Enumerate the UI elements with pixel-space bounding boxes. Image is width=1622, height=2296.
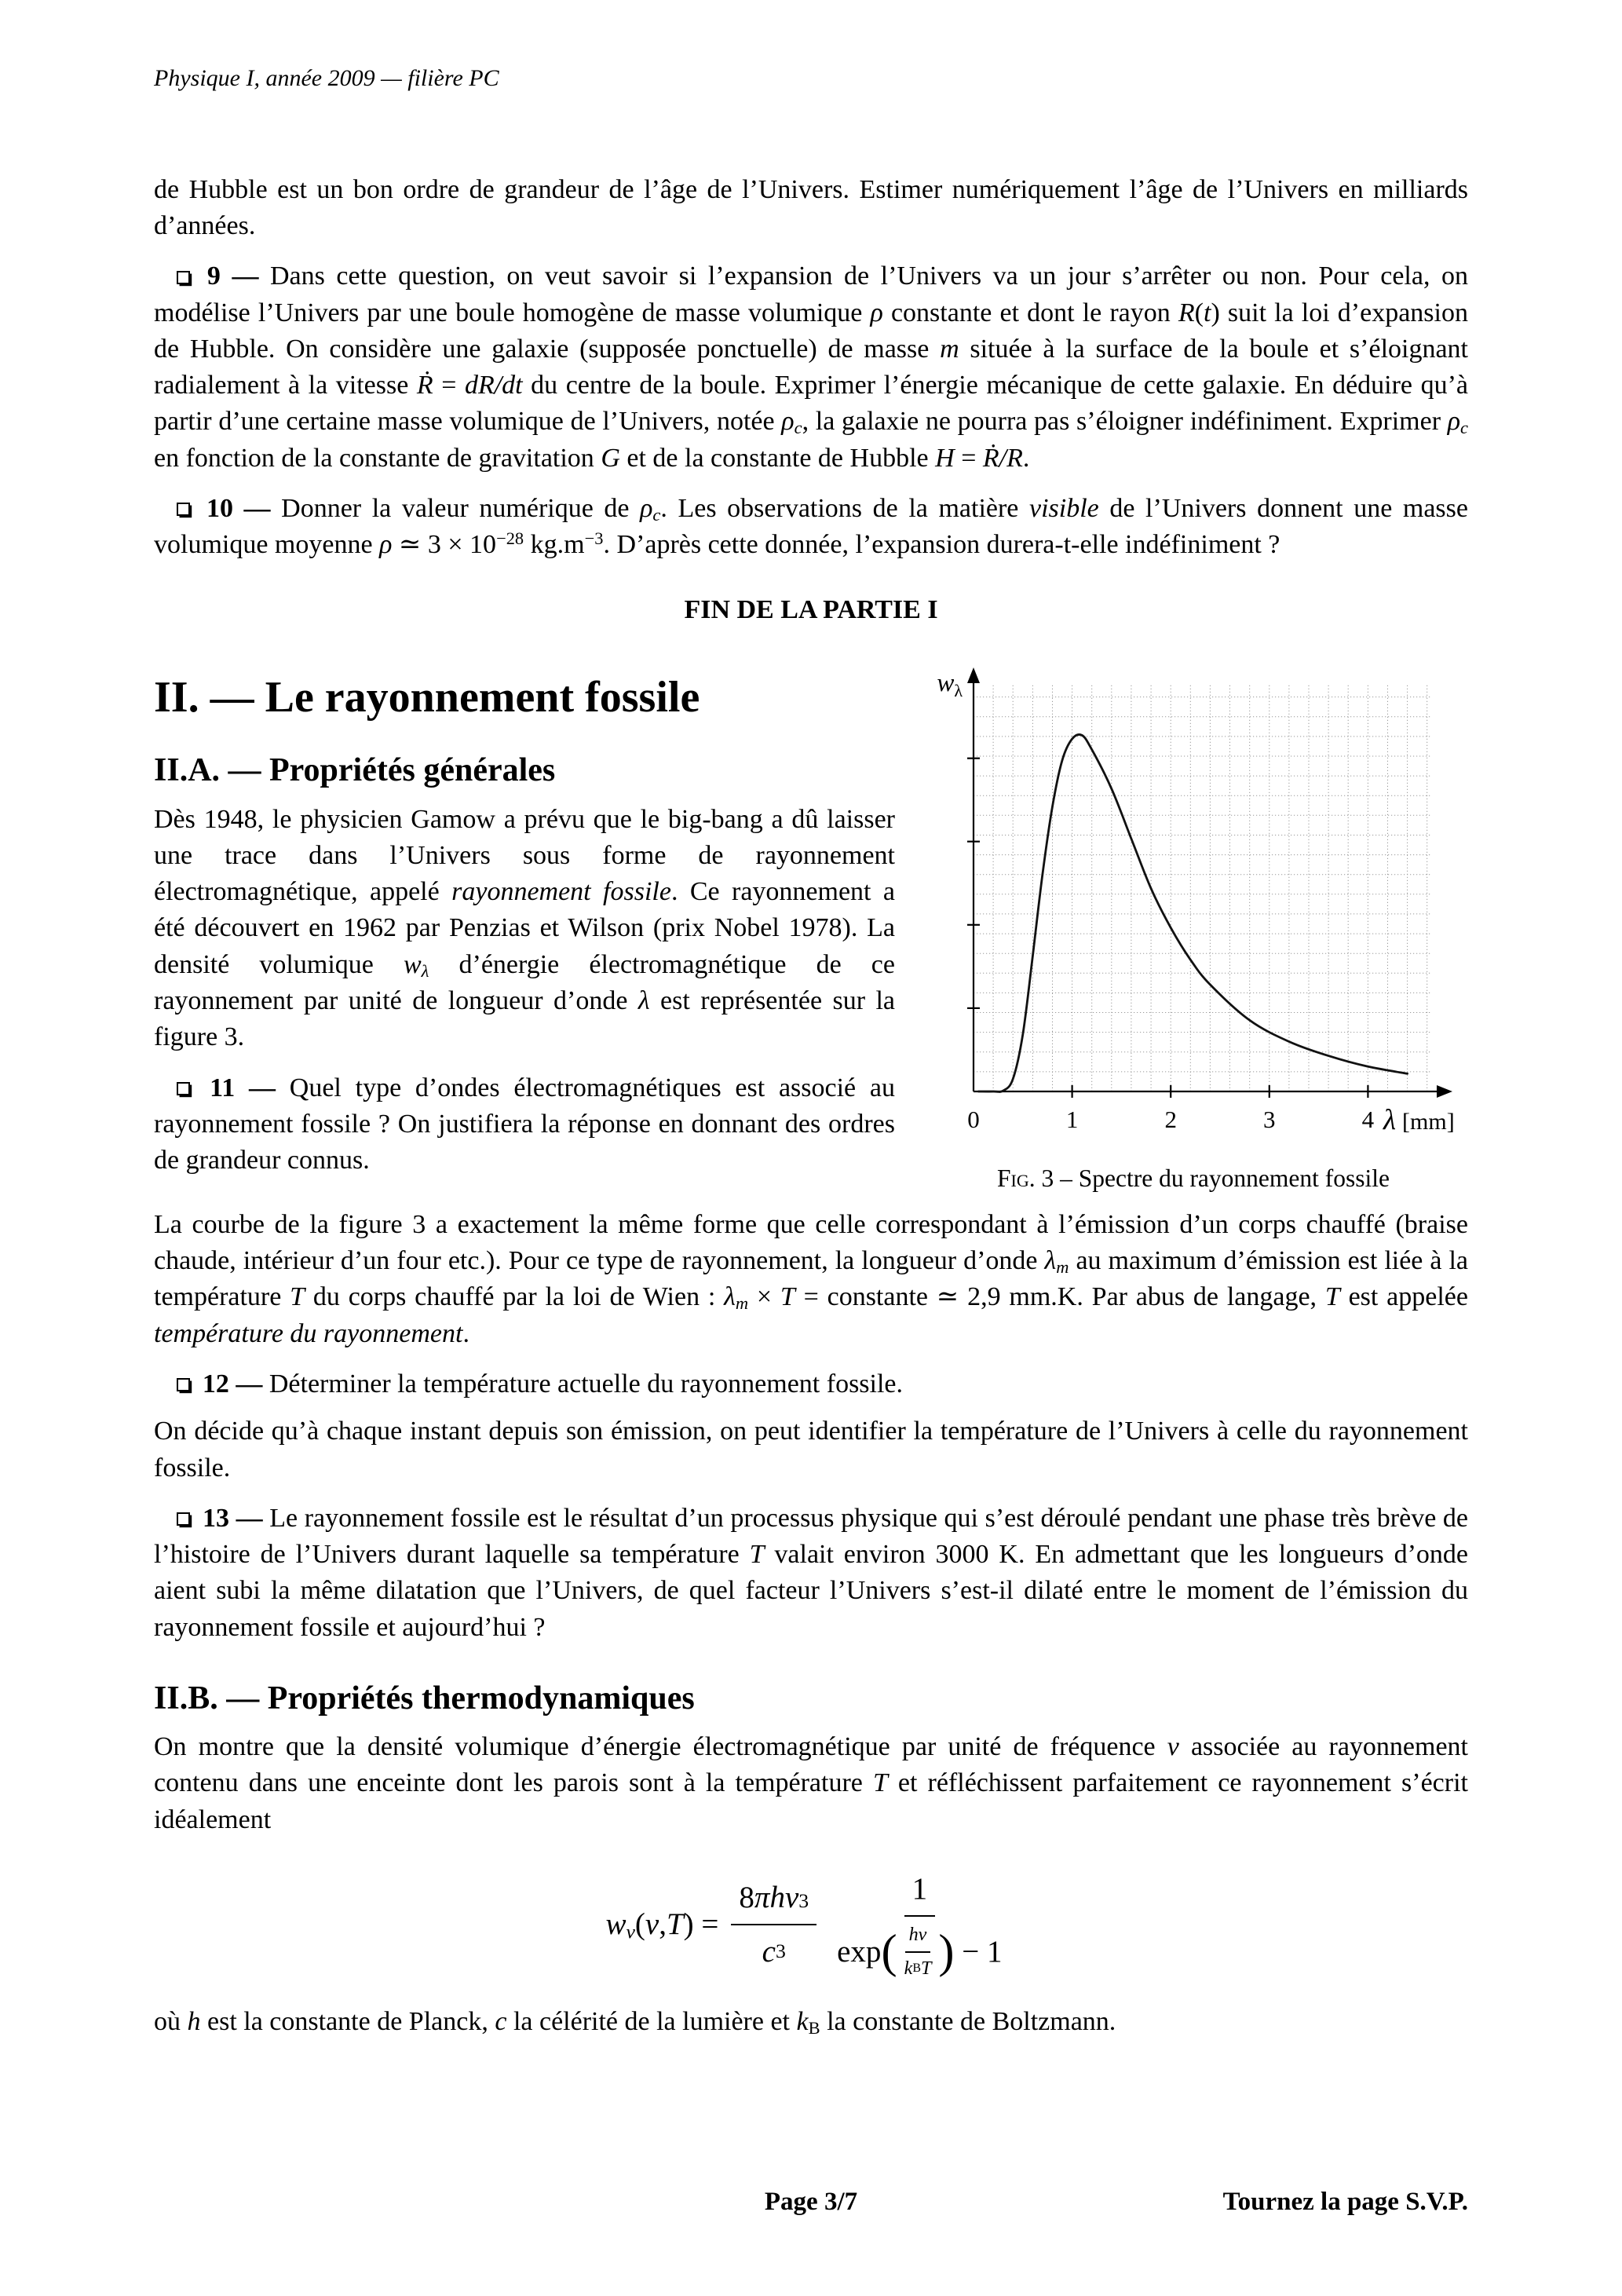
text-segment: w (403, 949, 422, 979)
text-segment: et de la constante de Hubble (619, 443, 936, 473)
text-segment: . (462, 1318, 469, 1348)
y-axis-label: $w_\lambda$ (937, 668, 963, 700)
text-segment: associée au rayonnement contenu dans une enceinte dont les parois sont à la température (154, 1732, 1468, 1798)
text-segment: − 1 (954, 1935, 1003, 1969)
text-segment: dR/dt (464, 370, 523, 400)
text-segment: du corps chauffé par la loi de Wien : (305, 1282, 725, 1312)
chart-axes (974, 682, 1438, 1091)
text-segment: Dans cette question, on veut savoir si l’expansion de l’Univers va un jour s’arrêter ou non. Pour cela, on modélise l’Univers par une boule homogène de masse volumique (154, 261, 1469, 327)
two-column-section (154, 628, 1468, 1196)
text-segment: Dès 1948, le physicien Gamow a prévu que le big-bang a dû laisser une trace dans l’Univers sous forme de rayonnement électromagnétique, appelé (154, 804, 895, 907)
text-segment: où (154, 2006, 188, 2036)
text-segment: est la constante de Planck, (200, 2006, 495, 2036)
left-text-column (154, 628, 895, 1179)
intro-paragraph (154, 172, 1468, 244)
text-segment: ) = (683, 1907, 719, 1941)
text-segment: ( (634, 1907, 645, 1941)
text-segment: T (290, 1282, 305, 1312)
text-segment: Donner la valeur numérique de (281, 493, 641, 523)
x-axis-arrow (1437, 1085, 1452, 1098)
x-axis-label: λ [mm] (1383, 1103, 1455, 1136)
figure-3-caption (997, 1162, 1390, 1196)
text-segment: −3 (584, 528, 604, 549)
text-segment: ( (1194, 298, 1204, 327)
text-segment: H (935, 443, 955, 473)
text-segment: 3 (798, 1889, 809, 1913)
text-segment: ν (784, 1881, 799, 1915)
fraction-1-denominator (754, 1925, 794, 1972)
inner-fraction-numerator (905, 1922, 931, 1953)
right-parenthesis: ) (938, 1925, 955, 1978)
text-segment: ρ (379, 530, 393, 560)
text-segment: c (762, 1935, 776, 1969)
text-segment: m (1056, 1256, 1069, 1277)
chart-grid (974, 685, 1432, 1091)
text-segment: h (187, 2006, 201, 2036)
text-segment: π (754, 1881, 770, 1915)
text-segment: en fonction de la constante de gravitation (154, 443, 601, 473)
paragraph-wien (154, 1207, 1468, 1352)
text-segment: . (1022, 443, 1030, 473)
checkbox-icon (177, 503, 190, 516)
text-segment: h (908, 1923, 919, 1945)
text-segment: du centre de la boule. Exprimer l’énergie mécanique de cette galaxie. En déduire qu’à partir d’une certaine masse volumique de l’Univers, notée (154, 370, 1468, 437)
text-segment: rayonnement fossile (451, 877, 671, 907)
text-segment: c (652, 504, 661, 525)
text-segment: λ (637, 986, 650, 1016)
text-segment: k (796, 2006, 809, 2036)
page-header: Physique I, année 2009 — filière PC (154, 65, 499, 91)
text-segment: de l’Univers donnent une masse volumique moyenne (154, 493, 1468, 560)
figure-3 (919, 628, 1468, 1196)
text-segment: , la galaxie ne pourra pas s’éloigner indéfiniment. Exprimer (802, 407, 1448, 437)
fraction-1-numerator (731, 1877, 816, 1925)
text-segment: Le rayonnement fossile est le résultat d’un processus physique qui s’est déroulé pendant une phase très brève de l’histoire de l’Univers durant laquelle sa température (154, 1503, 1469, 1570)
paragraph-planck-intro (154, 1729, 1468, 1838)
question-9 (154, 258, 1468, 477)
text-segment: ρ (870, 298, 883, 327)
text-segment: de Hubble est un bon ordre de grandeur de l’âge de l’Univers. Estimer numériquement l’âge de l’Univers en milliards d’années. (154, 174, 1468, 241)
planck-formula (154, 1868, 1468, 1982)
text-segment: t (1204, 298, 1211, 327)
fraction-2-numerator (904, 1868, 936, 1917)
exp-operator (837, 1931, 881, 1972)
text-segment: – Spectre du rayonnement fossile (1054, 1164, 1390, 1192)
text-segment: est appelée (1339, 1282, 1468, 1312)
formula-row (605, 1868, 1016, 1982)
paragraph-gamow (154, 802, 895, 1056)
text-segment: Quel type d’ondes électromagnétiques est associé au rayonnement fossile ? On justifiera la réponse en donnant des ordres de grandeur connus. (154, 1073, 895, 1175)
section-2-title: II. — Le rayonnement fossile (154, 672, 700, 722)
left-parenthesis: ( (881, 1925, 897, 1978)
text-segment: λ (421, 960, 429, 981)
text-segment: T (1324, 1282, 1340, 1312)
x-tick-label: 1 (1065, 1105, 1079, 1133)
text-segment: La courbe de la figure 3 a exactement la même forme que celle correspondant à l’émission d’un corps chauffé (braise chaude, intérieur d’un four etc.). Pour ce type de rayonnement, la longueur d’onde (154, 1209, 1468, 1276)
x-ticks (967, 1085, 1374, 1133)
text-segment: T (749, 1540, 765, 1570)
inner-fraction-denominator (901, 1953, 936, 1982)
text-segment: Ṙ (416, 370, 433, 400)
text-segment: ρ (781, 407, 795, 437)
text-segment: ν (645, 1907, 659, 1941)
paragraph-identification (154, 1413, 1468, 1486)
text-segment: = (954, 443, 983, 473)
text-segment: 13 — (195, 1503, 270, 1533)
figure-3-chart (919, 664, 1468, 1151)
x-tick-label: 3 (1263, 1105, 1276, 1133)
text-segment: exp (837, 1935, 882, 1969)
page-number: Page 3/7 (764, 2188, 858, 2216)
text-segment: la célérité de la lumière et (506, 2006, 797, 2036)
text-segment: w (605, 1907, 627, 1941)
text-segment: la constante de Boltzmann. (820, 2006, 1116, 2036)
text-segment: 10 — (195, 493, 282, 523)
text-segment: T (920, 1957, 932, 1979)
text-segment: T (780, 1282, 795, 1312)
formula-lhs (605, 1903, 718, 1947)
text-segment: 8 (739, 1881, 754, 1915)
text-segment: × (748, 1282, 780, 1312)
paragraph-constants (154, 2004, 1468, 2040)
text-segment: suit la loi d’expansion de Hubble. On considère une galaxie (supposée ponctuelle) de masse (154, 298, 1468, 364)
page-footer (154, 2184, 1468, 2221)
text-segment: λ (724, 1282, 736, 1312)
text-segment: ρ (1447, 407, 1461, 437)
text-segment: T (666, 1907, 684, 1941)
text-segment: = (433, 370, 465, 400)
formula-fraction-1 (731, 1877, 816, 1972)
text-segment: c (495, 2006, 507, 2036)
question-11 (154, 1070, 895, 1179)
checkbox-icon (177, 1512, 190, 1526)
spectrum-curve (978, 734, 1407, 1091)
text-segment: ≃ 3 × 10 (392, 530, 497, 560)
text-segment: T (872, 1768, 888, 1798)
text-segment: m (735, 1293, 749, 1314)
text-segment: −28 (496, 528, 524, 549)
text-segment: 1 (911, 1871, 928, 1906)
text-segment: k (904, 1957, 913, 1979)
text-segment: On décide qu’à chaque instant depuis son émission, on peut identifier la température de l’Univers à celle du rayonnement fossile. (154, 1417, 1468, 1483)
question-10 (154, 491, 1468, 564)
y-axis-arrow (967, 667, 980, 683)
text-segment: située à la surface de la boule et s’éloignant radialement à la vitesse (154, 334, 1468, 400)
text-segment: . D’après cette donnée, l’expansion durera-t-elle indéfiniment ? (603, 530, 1280, 560)
question-12 (154, 1366, 1468, 1402)
checkbox-icon (177, 1378, 190, 1391)
text-segment: 11 — (195, 1073, 290, 1102)
text-segment: valait environ 3000 K. En admettant que les longueurs d’onde aient subi la même dilatation que l’Univers, de quel facteur l’Univers s’est-il dilaté entre le moment de l’émission du rayonnement fossile et aujourd’hui ? (154, 1540, 1468, 1642)
text-segment: . Ce rayonnement a été découvert en 1962 par Penzias et Wilson (prix Nobel 1978). La densité volumique (154, 877, 895, 979)
text-segment: kg.m (524, 530, 585, 560)
text-segment: . Les observations de la matière (660, 493, 1029, 523)
text-segment: température du rayonnement (154, 1318, 463, 1348)
subsection-2a-title: II.A. — Propriétés générales (154, 752, 556, 789)
text-segment: G (601, 443, 620, 473)
text-segment: , (659, 1907, 667, 1941)
minus-one-term (955, 1931, 1003, 1972)
text-segment: 9 — (195, 261, 270, 291)
text-segment: au maximum d’émission est liée à la température (154, 1246, 1468, 1312)
text-segment: est représentée sur la figure 3. (154, 986, 895, 1052)
text-segment: 3 (775, 1940, 786, 1963)
text-segment: = constante ≃ 2,9 mm.K. Par abus de langage, (795, 1282, 1325, 1312)
question-13 (154, 1501, 1468, 1646)
checkbox-icon (177, 271, 190, 284)
checkbox-icon (177, 1082, 190, 1095)
text-segment: ν (1167, 1732, 1179, 1762)
end-of-part-1-label: FIN DE LA PARTIE I (684, 594, 938, 624)
text-segment: On montre que la densité volumique d’énergie électromagnétique par unité de fréquence (154, 1732, 1167, 1762)
text-segment: c (794, 418, 802, 438)
fraction-2-denominator (829, 1917, 1010, 1982)
text-segment: h (769, 1881, 785, 1915)
text-segment: ν (626, 1920, 635, 1943)
exp-expression (837, 1922, 1002, 1982)
text-segment: R (1178, 298, 1195, 327)
text-segment: λ (1044, 1246, 1057, 1276)
text-segment: m (940, 334, 959, 364)
text-segment: constante et dont le rayon (882, 298, 1178, 327)
x-tick-label: 4 (1361, 1105, 1375, 1133)
text-segment: et réfléchissent parfaitement ce rayonnement s’écrit idéalement (154, 1768, 1468, 1834)
text-segment: d’énergie électromagnétique de ce rayonnement par unité de longueur d’onde (154, 949, 895, 1016)
text-segment: B (912, 1961, 921, 1976)
x-tick-label: 0 (967, 1105, 980, 1133)
text-segment: c (1460, 418, 1468, 438)
text-segment: ρ (640, 493, 653, 523)
text-segment: 12 — (195, 1369, 269, 1399)
text-segment: visible (1029, 493, 1099, 523)
x-tick-label: 2 (1164, 1105, 1177, 1133)
text-segment: Fig. 3 (997, 1164, 1054, 1192)
text-segment: B (808, 2017, 820, 2038)
text-segment: ) (1211, 298, 1220, 327)
subsection-2b-title: II.B. — Propriétés thermodynamiques (154, 1680, 695, 1717)
text-segment: ν (918, 1923, 927, 1945)
formula-fraction-2 (829, 1868, 1010, 1982)
turn-page-notice: Tournez la page S.V.P. (1222, 2188, 1468, 2216)
text-segment: Ṙ/R (982, 443, 1023, 473)
inner-fraction (901, 1922, 936, 1982)
text-segment: Déterminer la température actuelle du rayonnement fossile. (269, 1369, 904, 1399)
